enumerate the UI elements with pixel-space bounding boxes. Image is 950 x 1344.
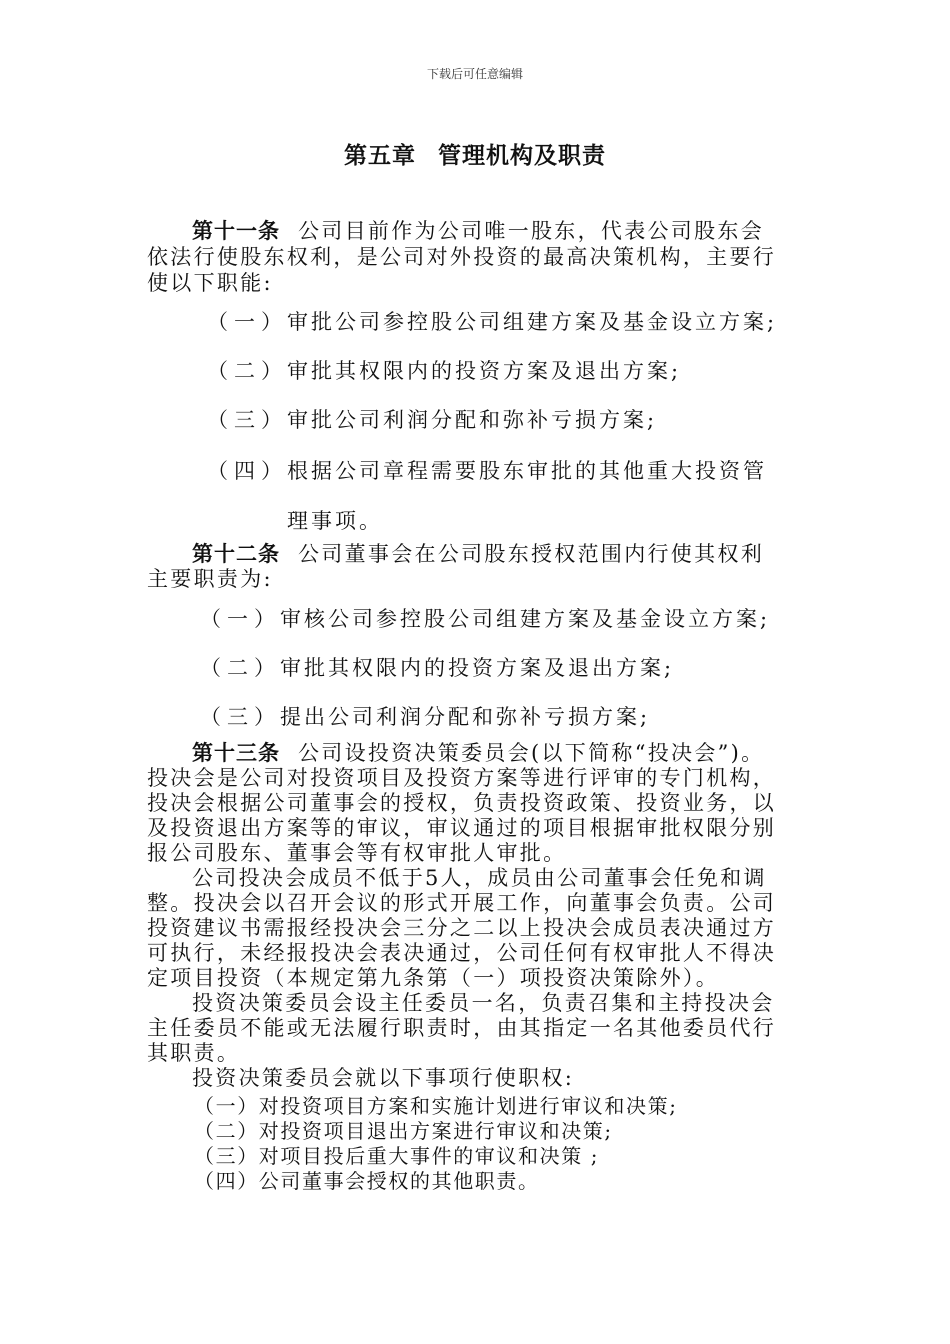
article-13-line-5: 报公司股东、董事会等有权审批人审批。 xyxy=(147,841,567,865)
article-12-heading: 第十二条 xyxy=(192,542,280,566)
article-13-line-13: 其职责。 xyxy=(147,1041,241,1065)
article-13-line-4: 及投资退出方案等的审议，审议通过的项目根据审批权限分别 xyxy=(147,816,777,840)
article-12-item-3: （三）提出公司利润分配和弥补亏损方案; xyxy=(200,705,651,729)
article-13-line-3: 投决会根据公司董事会的授权，负责投资政策、投资业务，以 xyxy=(147,791,777,815)
article-13-line-2: 投决会是公司对投资项目及投资方案等进行评审的专门机构， xyxy=(147,766,777,790)
article-12-item-2: （二）审批其权限内的投资方案及退出方案; xyxy=(200,656,675,680)
article-13-line-1: 第十三条 公司设投资决策委员会(以下简称“投决会”)。 xyxy=(192,741,765,765)
article-13-line-7: 整。投决会以召开会议的形式开展工作，向董事会负责。公司 xyxy=(147,891,777,915)
article-11-item-4: （四）根据公司章程需要股东审批的其他重大投资管 xyxy=(207,459,767,483)
article-13-line-12: 主任委员不能或无法履行职责时，由其指定一名其他委员代行 xyxy=(147,1016,777,1040)
chapter-name: 管理机构及职责 xyxy=(438,143,606,169)
page-header: 下载后可任意编辑 xyxy=(426,67,523,81)
chapter-title xyxy=(0,137,950,170)
article-11-item-3: （三）审批公司利润分配和弥补亏损方案; xyxy=(207,408,658,432)
article-13-line-6: 公司投决会成员不低于5人，成员由公司董事会任免和调 xyxy=(192,866,767,890)
article-11-heading: 第十一条 xyxy=(192,219,280,243)
chapter-number: 第五章 xyxy=(344,143,416,169)
article-13-line-14: 投资决策委员会就以下事项行使职权: xyxy=(192,1066,575,1090)
article-11-item-4-continued: 理事项。 xyxy=(287,509,383,533)
article-11-line-1: 第十一条 公司目前作为公司唯一股东，代表公司股东会 xyxy=(192,219,764,243)
article-13-line-10: 定项目投资（本规定第九条第（一）项投资决策除外）。 xyxy=(147,966,719,990)
article-11-item-1: （一）审批公司参控股公司组建方案及基金设立方案; xyxy=(207,310,778,334)
article-13-line-11: 投资决策委员会设主任委员一名，负责召集和主持投决会 xyxy=(192,991,775,1015)
article-13-item-2: （二）对投资项目退出方案进行审议和决策; xyxy=(194,1119,613,1143)
article-13-item-4: （四）公司董事会授权的其他职责。 xyxy=(194,1169,540,1193)
article-11-item-2: （二）审批其权限内的投资方案及退出方案; xyxy=(207,359,682,383)
article-13-item-1: （一）对投资项目方案和实施计划进行审议和决策; xyxy=(194,1094,678,1118)
article-13-line-8: 投资建议书需报经投决会三分之二以上投决会成员表决通过方 xyxy=(147,916,777,940)
article-13-line-9: 可执行，未经报投决会表决通过，公司任何有权审批人不得决 xyxy=(147,941,777,965)
article-13-heading: 第十三条 xyxy=(192,741,280,765)
article-13-item-3: （三）对项目投后重大事件的审议和决策 ; xyxy=(194,1144,600,1168)
article-12-item-1: （一）审核公司参控股公司组建方案及基金设立方案; xyxy=(200,607,771,631)
article-12-line-2: 主要职责为: xyxy=(147,567,273,591)
article-11-line-3: 使以下职能: xyxy=(147,271,273,295)
article-11-line-2: 依法行使股东权利，是公司对外投资的最高决策机构，主要行 xyxy=(147,245,777,269)
article-12-line-1: 第十二条 公司董事会在公司股东授权范围内行使其权利 xyxy=(192,542,764,566)
